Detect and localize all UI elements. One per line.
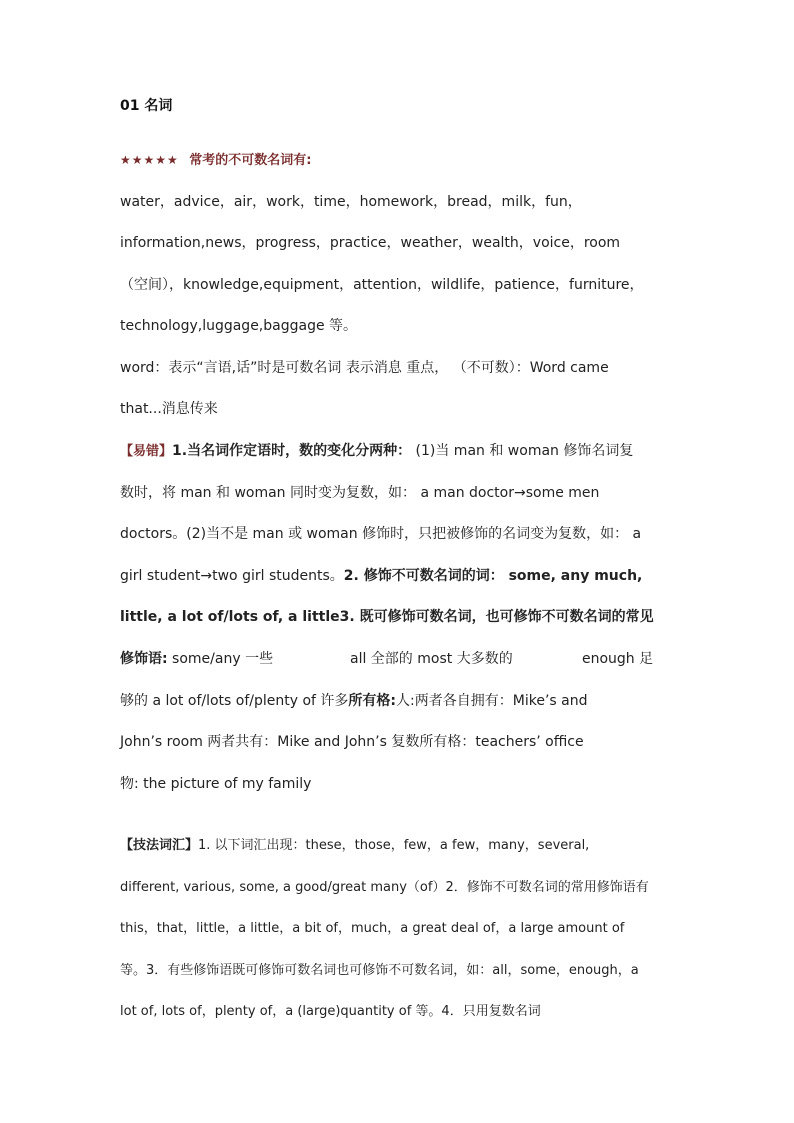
bold-text: 所有格: xyxy=(348,693,397,709)
bold-text: 2. 修饰不可数名词的词： some, any much, xyxy=(343,568,643,584)
text-line: 物: the picture of my family xyxy=(120,776,312,792)
plain-text: 1. 以下词汇出现：these，those，few，a few，many，several, xyxy=(198,838,590,853)
text-line: 数时，将 man 和 woman 同时变为复数，如： a man doctor→some men xyxy=(120,485,600,501)
text-line xyxy=(120,836,589,856)
bold-text: 1.当名词作定语时，数的变化分两种： xyxy=(172,443,412,459)
text-line: information,news，progress，practice，weather，wealth，voice，room xyxy=(120,235,621,251)
plain-text: 人:两者各自拥有：Mike’s and xyxy=(396,693,588,709)
text-line: different, various, some, a good/great many（of）2．修饰不可数名词的常用修饰语有 xyxy=(120,880,649,895)
section-heading: 常考的不可数名词有: xyxy=(189,153,312,168)
text-line: word：表示“言语,话”时是可数名词 表示消息 重点， （不可数）：Word came xyxy=(120,360,609,376)
star-rating-icon: ★★★★★ xyxy=(120,153,179,167)
text-line: technology,luggage,baggage 等。 xyxy=(120,318,358,334)
text-line xyxy=(120,691,587,711)
bold-text: 修饰语: xyxy=(120,651,168,667)
text-line: （空间），knowledge,equipment，attention，wildlife，patience，furniture， xyxy=(120,277,644,293)
plain-text: some/any 一些 xyxy=(167,651,274,667)
plain-text: all 全部的 most 大多数的 xyxy=(350,651,513,667)
text-line: John’s room 两者共有：Mike and John’s 复数所有格：teachers’ office xyxy=(120,734,584,750)
section-title: 01 名词 xyxy=(120,98,173,114)
text-line xyxy=(120,566,642,586)
text-line xyxy=(120,441,633,462)
text-line: 等。3．有些修饰语既可修饰可数名词也可修饰不可数名词，如：all，some，enough，a xyxy=(120,963,639,978)
plain-text: enough 足 xyxy=(582,651,654,667)
plain-text: (1)当 man 和 woman 修饰名词复 xyxy=(415,443,634,459)
plain-text: girl student→two girl students。 xyxy=(120,568,344,584)
heading-line xyxy=(120,150,311,171)
text-line: that...消息传来 xyxy=(120,401,218,417)
technique-tag: 【技法词汇】 xyxy=(120,838,199,853)
text-line: doctors。(2)当不是 man 或 woman 修饰时，只把被修饰的名词变为复数，如： a xyxy=(120,526,642,542)
plain-text: 够的 a lot of/lots of/plenty of 许多 xyxy=(120,693,349,709)
text-line: lot of, lots of，plenty of，a (large)quantity of 等。4．只用复数名词 xyxy=(120,1004,541,1019)
text-line: little, a lot of/lots of, a little3. 既可修饰可数名词，也可修饰不可数名词的常见 xyxy=(120,609,654,625)
error-tag: 【易错】 xyxy=(120,444,173,459)
text-line: water，advice，air，work，time，homework，bread，milk，fun， xyxy=(120,194,582,210)
text-line xyxy=(120,649,654,669)
text-line: this，that，little，a little，a bit of，much，a great deal of，a large amount of xyxy=(120,921,625,936)
